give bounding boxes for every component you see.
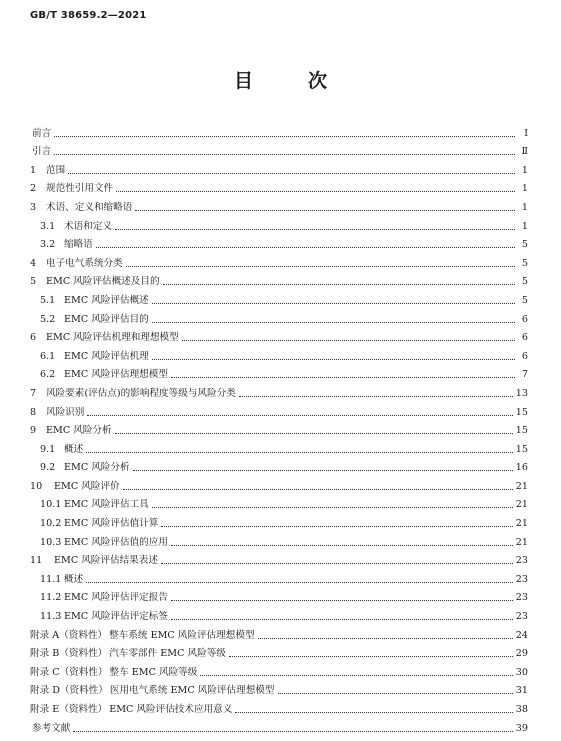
dot-leader xyxy=(54,135,515,137)
toc-number: 附录 A（资料性） xyxy=(30,629,108,641)
toc-entry-bibliography[interactable] xyxy=(30,716,528,735)
dot-leader xyxy=(278,692,513,694)
dot-leader xyxy=(152,506,513,508)
toc-entry-11-3[interactable] xyxy=(30,604,528,623)
toc-label: EMC 风险评估工具 xyxy=(64,499,149,511)
toc-number: 7 xyxy=(30,387,37,399)
dot-leader xyxy=(152,321,515,323)
toc-entry-10-2[interactable] xyxy=(30,511,528,530)
toc-entry-foreword[interactable] xyxy=(30,121,528,140)
toc-number: 附录 E（资料性） xyxy=(30,704,108,715)
toc-number: 3.2 xyxy=(40,239,56,251)
toc-entry-1[interactable] xyxy=(30,158,528,177)
toc-number: 6.2 xyxy=(40,369,56,381)
toc-page: 15 xyxy=(515,443,528,455)
toc-label: EMC 风险评估技术应用意义 xyxy=(109,704,233,715)
toc-entry-3[interactable] xyxy=(30,195,528,214)
toc-number: 2 xyxy=(30,183,37,195)
dot-leader xyxy=(123,488,513,490)
dot-leader xyxy=(54,153,515,155)
toc-page: 7 xyxy=(521,369,528,381)
toc-entry-3-1[interactable] xyxy=(30,214,528,233)
dot-leader xyxy=(200,674,512,676)
toc-page: 21 xyxy=(515,499,528,511)
toc-entry-10-1[interactable] xyxy=(30,493,528,512)
standard-code: GB/T 38659.2—2021 xyxy=(30,10,147,21)
dot-leader xyxy=(163,283,515,285)
toc-number: 10 xyxy=(30,480,43,492)
toc-entry-8[interactable] xyxy=(30,400,528,419)
dot-leader xyxy=(115,432,513,434)
toc-label: 医用电气系统 EMC 风险评估理想模型 xyxy=(109,685,275,697)
dot-leader xyxy=(229,655,513,657)
toc-page: 13 xyxy=(515,387,528,399)
toc-number: 附录 C（资料性） xyxy=(30,666,108,678)
toc-page: 21 xyxy=(515,480,528,492)
dot-leader xyxy=(86,451,513,453)
toc-entry-6-1[interactable] xyxy=(30,344,528,363)
toc-page: 23 xyxy=(515,611,528,623)
toc-label: EMC 风险分析 xyxy=(64,462,130,474)
toc-label: 规范性引用文件 xyxy=(46,183,114,195)
toc-number: 11.1 xyxy=(40,573,62,585)
toc-page: 5 xyxy=(521,276,528,288)
toc-page: 1 xyxy=(521,164,528,176)
toc-label: EMC 风险评估理想模型 xyxy=(64,369,168,381)
toc-number: 6.1 xyxy=(40,350,56,362)
toc-page: 31 xyxy=(515,685,528,697)
dot-leader xyxy=(171,376,515,378)
toc-label: 术语、定义和缩略语 xyxy=(46,201,133,213)
toc-page: 16 xyxy=(515,462,528,474)
dot-leader xyxy=(182,339,515,341)
toc-label: EMC 风险评价 xyxy=(54,480,120,492)
dot-leader xyxy=(133,469,513,471)
toc-number: 5.2 xyxy=(40,313,56,325)
toc-page: 1 xyxy=(521,220,528,232)
toc-page: Ⅱ xyxy=(521,146,528,158)
toc-entry-10[interactable] xyxy=(30,474,528,493)
toc-label: EMC 风险评估评定报告 xyxy=(64,592,168,604)
toc-label: EMC 风险评估评定标签 xyxy=(64,611,168,623)
toc-label: 风险要素(评估点)的影响程度等级与风险分类 xyxy=(46,387,236,399)
toc-page: 23 xyxy=(515,555,528,567)
dot-leader xyxy=(87,414,512,416)
toc-label: 风险识别 xyxy=(46,406,85,418)
toc-page: 21 xyxy=(515,536,528,548)
toc-label: 范围 xyxy=(46,164,66,176)
dot-leader xyxy=(135,209,515,211)
toc-page: 39 xyxy=(515,722,528,734)
dot-leader xyxy=(86,581,513,583)
toc-entry-5-1[interactable] xyxy=(30,288,528,307)
toc-number: 5 xyxy=(30,276,37,288)
toc-page: 5 xyxy=(521,257,528,269)
toc-number: 附录 B（资料性） xyxy=(30,648,108,660)
toc-entry-annex-e[interactable] xyxy=(30,697,528,716)
toc-number: 9.1 xyxy=(40,443,56,455)
toc-number: 10.1 xyxy=(40,499,62,511)
dot-leader xyxy=(171,599,513,601)
toc-label: EMC 风险评估值计算 xyxy=(64,518,159,530)
toc-label: EMC 风险评估机理 xyxy=(64,350,149,362)
dot-leader xyxy=(171,544,513,546)
page-title: 目 次 xyxy=(233,70,345,92)
dot-leader xyxy=(171,618,513,620)
toc-page: 15 xyxy=(515,425,528,437)
toc-number: 1 xyxy=(30,164,37,176)
toc-page: 38 xyxy=(515,704,528,715)
dot-leader xyxy=(152,302,515,304)
toc-entry-9-2[interactable] xyxy=(30,456,528,475)
toc-label: 概述 xyxy=(64,443,84,455)
toc-page: 15 xyxy=(515,406,528,418)
toc-entry-11[interactable] xyxy=(30,549,528,568)
toc-label: 汽车零部件 EMC 风险等级 xyxy=(109,648,226,660)
toc-entry-5[interactable] xyxy=(30,270,528,289)
dot-leader xyxy=(115,228,515,230)
toc-entry-6[interactable] xyxy=(30,326,528,345)
toc-number: 11.3 xyxy=(40,611,62,623)
toc-entry-annex-c[interactable] xyxy=(30,660,528,679)
toc-entry-9-1[interactable] xyxy=(30,437,528,456)
dot-leader xyxy=(96,246,515,248)
toc-entry-11-2[interactable] xyxy=(30,586,528,605)
toc-page: 5 xyxy=(521,294,528,306)
toc-page: 6 xyxy=(521,313,528,325)
toc-entry-7[interactable] xyxy=(30,381,528,400)
toc-entry-6-2[interactable] xyxy=(30,363,528,382)
toc-entry-9[interactable] xyxy=(30,419,528,438)
toc-number: 4 xyxy=(30,257,37,269)
toc-label: 整车系统 EMC 风险评估理想模型 xyxy=(109,629,255,641)
toc-number: 11.2 xyxy=(40,592,62,604)
dot-leader xyxy=(258,637,513,639)
toc-label: 概述 xyxy=(64,573,84,585)
toc-number: 8 xyxy=(30,406,37,418)
toc-label: EMC 风险评估目的 xyxy=(64,313,149,325)
toc-entry-introduction[interactable] xyxy=(30,140,528,159)
toc-page: 6 xyxy=(521,350,528,362)
toc-page: Ⅰ xyxy=(524,127,528,139)
toc-number: 5.1 xyxy=(40,294,56,306)
toc-page: 23 xyxy=(515,592,528,604)
toc-label: EMC 风险分析 xyxy=(46,425,112,437)
dot-leader xyxy=(235,711,512,713)
toc-label: 前言 xyxy=(32,127,52,139)
table-of-contents xyxy=(30,121,528,735)
toc-page: 6 xyxy=(521,332,528,344)
dot-leader xyxy=(239,395,513,397)
toc-entry-4[interactable] xyxy=(30,251,528,270)
toc-entry-annex-b[interactable] xyxy=(30,642,528,661)
toc-entry-annex-d[interactable] xyxy=(30,679,528,698)
toc-label: EMC 风险评估概述及目的 xyxy=(46,276,160,288)
toc-entry-3-2[interactable] xyxy=(30,233,528,252)
toc-page: 24 xyxy=(515,629,528,641)
toc-page: 1 xyxy=(521,201,528,213)
toc-number: 11 xyxy=(30,555,43,567)
toc-label: EMC 风险评估结果表述 xyxy=(54,555,158,567)
toc-label: 术语和定义 xyxy=(64,220,112,232)
toc-entry-11-1[interactable] xyxy=(30,567,528,586)
toc-number: 3.1 xyxy=(40,220,56,232)
dot-leader xyxy=(116,190,515,192)
toc-label: 引言 xyxy=(32,146,52,158)
toc-entry-5-2[interactable] xyxy=(30,307,528,326)
toc-number: 10.2 xyxy=(40,518,62,530)
toc-page: 30 xyxy=(515,666,528,678)
toc-number: 9.2 xyxy=(40,462,56,474)
toc-number: 6 xyxy=(30,332,37,344)
toc-label: 整车 EMC 风险等级 xyxy=(109,666,198,678)
toc-page: 29 xyxy=(515,648,528,660)
dot-leader xyxy=(152,358,515,360)
toc-number: 3 xyxy=(30,201,37,213)
toc-entry-annex-a[interactable] xyxy=(30,623,528,642)
dot-leader xyxy=(73,730,512,732)
toc-number: 10.3 xyxy=(40,536,62,548)
dot-leader xyxy=(161,525,512,527)
toc-label: 电子电气系统分类 xyxy=(46,257,123,269)
toc-number: 9 xyxy=(30,425,37,437)
toc-entry-2[interactable] xyxy=(30,177,528,196)
toc-entry-10-3[interactable] xyxy=(30,530,528,549)
dot-leader xyxy=(68,172,515,174)
toc-label: EMC 风险评估值的应用 xyxy=(64,536,168,548)
toc-page: 21 xyxy=(515,518,528,530)
dot-leader xyxy=(161,562,513,564)
toc-label: 参考文献 xyxy=(32,722,71,734)
dot-leader xyxy=(126,265,515,267)
toc-label: EMC 风险评估机理和理想模型 xyxy=(46,332,179,344)
toc-label: 缩略语 xyxy=(64,239,93,251)
toc-number: 附录 D（资料性） xyxy=(30,685,108,697)
toc-page: 1 xyxy=(521,183,528,195)
toc-page: 5 xyxy=(521,239,528,251)
toc-label: EMC 风险评估概述 xyxy=(64,294,149,306)
toc-page: 23 xyxy=(515,573,528,585)
